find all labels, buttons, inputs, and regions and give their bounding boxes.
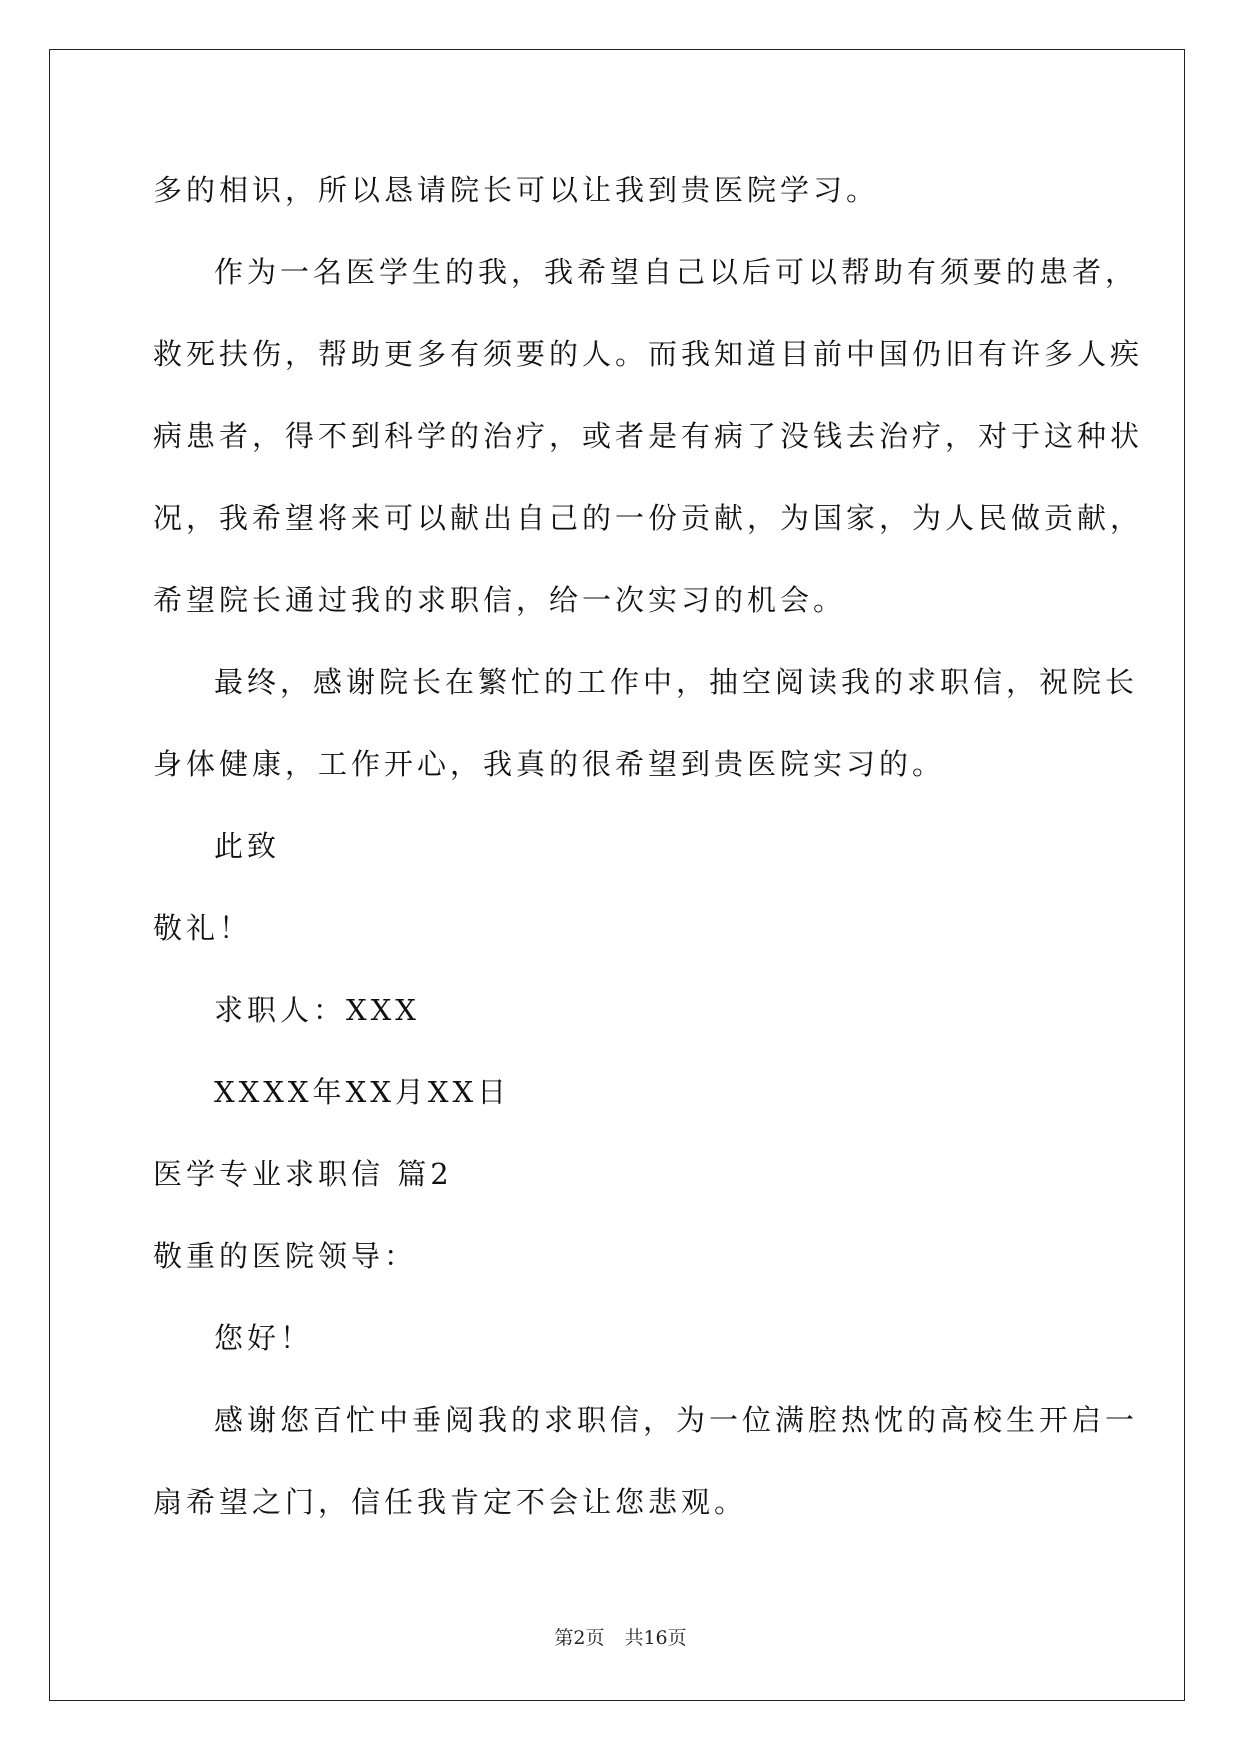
- body-text-line: 最终，感谢院长在繁忙的工作中，抽空阅读我的求职信，祝院长: [214, 665, 1139, 699]
- page-footer: [0, 1626, 1241, 1650]
- letter-date: XXXX年XX月XX日: [214, 1075, 511, 1109]
- body-text-line: 况，我希望将来可以献出自己的一份贡献，为国家，为人民做贡献，: [153, 501, 1144, 535]
- body-text-line: 感谢您百忙中垂阅我的求职信，为一位满腔热忱的高校生开启一: [214, 1403, 1139, 1437]
- hello-line: 您好！: [214, 1321, 314, 1355]
- page-total: 共16页: [624, 1627, 687, 1649]
- closing-phrase: 此致: [214, 829, 281, 863]
- body-text-line: 病患者，得不到科学的治疗，或者是有病了没钱去治疗，对于这种状: [153, 419, 1144, 453]
- body-text-line: 希望院长通过我的求职信，给一次实习的机会。: [153, 583, 847, 617]
- letter-greeting: 敬重的医院领导：: [153, 1239, 418, 1273]
- body-text-line: 扇希望之门，信任我肯定不会让您悲观。: [153, 1485, 748, 1519]
- page-frame: [49, 49, 1185, 1701]
- applicant-signature: 求职人：XXX: [214, 993, 420, 1027]
- page-number: 第2页: [554, 1627, 605, 1649]
- salutation: 敬礼！: [153, 911, 253, 945]
- body-text-line: 救死扶伤，帮助更多有须要的人。而我知道目前中国仍旧有许多人疾: [153, 337, 1144, 371]
- body-text-line: 多的相识，所以恳请院长可以让我到贵医院学习。: [153, 173, 880, 207]
- body-text-line: 身体健康，工作开心，我真的很希望到贵医院实习的。: [153, 747, 946, 781]
- section-title: 医学专业求职信 篇2: [153, 1157, 453, 1191]
- body-text-line: 作为一名医学生的我，我希望自己以后可以帮助有须要的患者，: [214, 255, 1139, 289]
